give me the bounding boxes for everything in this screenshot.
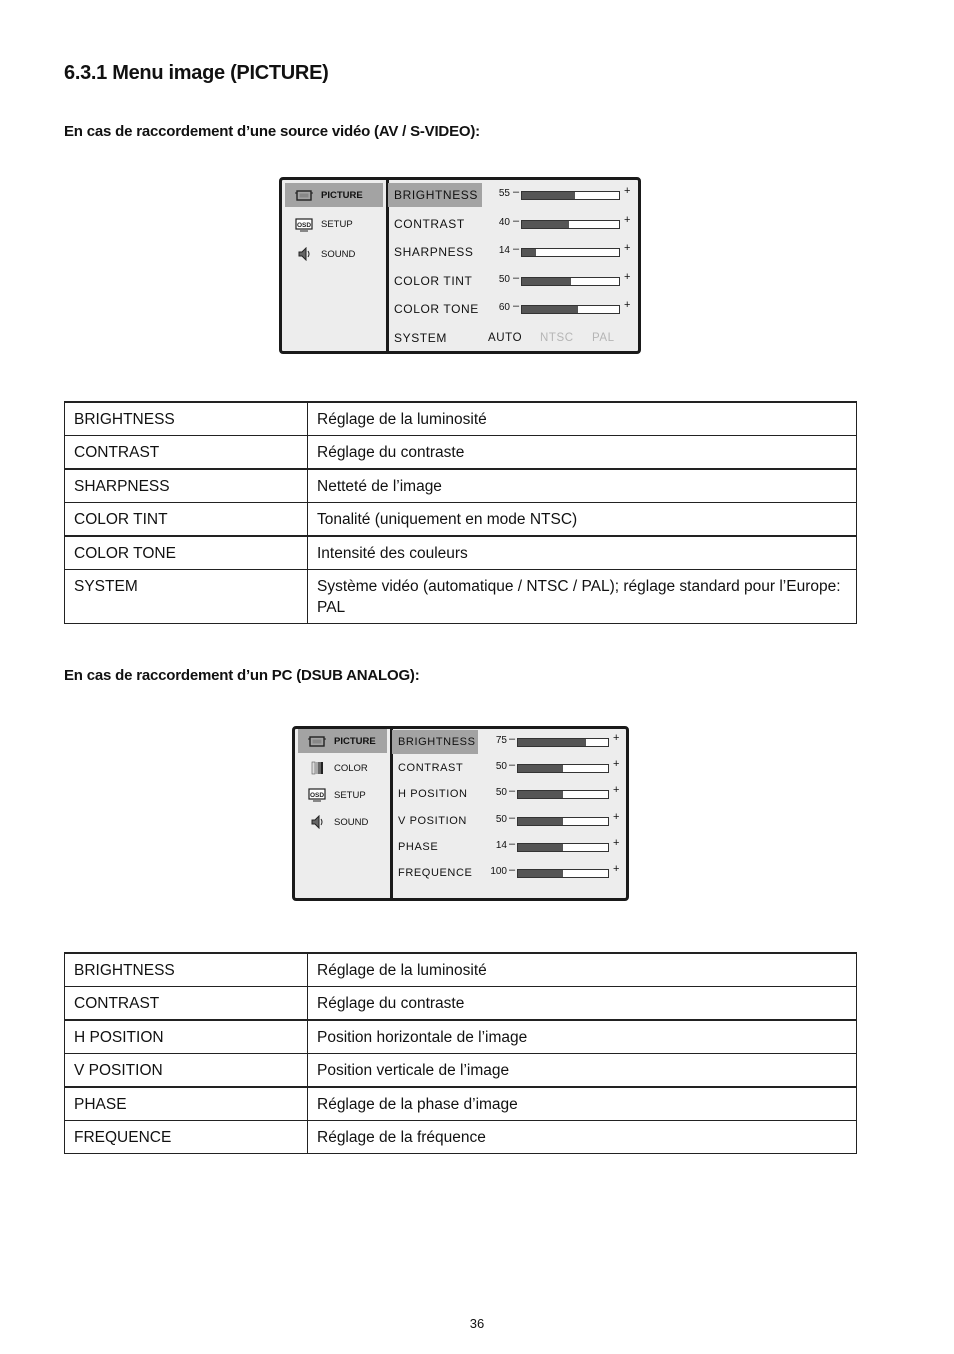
setting-name-cell: CONTRAST [65,987,308,1021]
osd-item-color-tint[interactable] [388,269,482,293]
osd-item-label: H POSITION [398,788,468,801]
osd-item-label: COLOR TINT [394,273,473,288]
osd-level-slider[interactable] [521,191,620,200]
osd-item-label: CONTRAST [398,762,464,775]
osd-tab-label: SETUP [334,789,366,801]
section-av-title: En cas de raccordement d’une source vidéo (AV / S-VIDEO): [64,123,480,140]
setting-description-cell: Réglage de la phase d’image [308,1087,857,1121]
svg-text:OSD: OSD [296,221,312,229]
setting-name-cell: H POSITION [65,1020,308,1054]
setting-description-cell: Intensité des couleurs [308,536,857,570]
plus-sign: + [613,732,620,744]
osd-item-value: 50 [495,761,507,773]
osd-tab-label: PICTURE [321,189,363,201]
osd-level-slider[interactable] [521,305,620,314]
osd-item-phase[interactable] [392,835,478,859]
osd-level-fill [518,739,586,746]
table-row [65,402,857,436]
osd-level-fill [522,278,571,285]
osd-level-fill [522,221,569,228]
osd-item-label: SYSTEM [394,330,447,345]
minus-sign: – [509,733,516,745]
osd-item-brightness[interactable] [392,730,478,754]
osd-tab-label: PICTURE [334,735,376,747]
osd-level-fill [518,844,563,851]
osd-tab-label: SETUP [321,219,353,230]
minus-sign: – [513,271,520,284]
page-number: 36 [469,1316,485,1331]
osd-level-slider[interactable] [517,817,609,826]
osd-item-value: 55 [498,188,510,199]
plus-sign: + [613,810,620,823]
setting-name-cell: BRIGHTNESS [65,953,308,987]
minus-sign: – [509,864,516,876]
osd-tab-label: SOUND [334,816,369,828]
osd-item-label: SHARPNESS [394,245,474,259]
plus-sign: + [624,185,631,197]
table-row [65,1020,857,1054]
picture-icon [308,734,326,748]
osd-level-slider[interactable] [521,248,620,257]
osd-tab-label: SOUND [321,248,356,260]
svg-text:OSD: OSD [309,792,325,799]
osd-item-contrast[interactable] [388,212,482,236]
osd-item-value: 100 [490,866,507,877]
osd-tab-sound[interactable] [298,810,387,834]
osd-level-fill [522,306,578,313]
osd-menu-av [279,177,641,354]
osd-level-fill [522,192,575,199]
plus-sign: + [624,213,631,226]
osd-item-value: 14 [498,245,510,256]
osd-tab-color[interactable] [298,756,387,780]
setting-description-cell: Système vidéo (automatique / NTSC / PAL); réglage standard pour l’Europe: PAL [308,570,857,624]
minus-sign: – [513,300,520,312]
osd-menu-pc [292,726,629,901]
osd-item-contrast[interactable] [392,756,478,780]
setting-description-cell: Réglage de la luminosité [308,953,857,987]
system-option-auto[interactable]: AUTO [488,331,523,344]
osd-item-label: COLOR TONE [394,302,479,316]
osd-level-slider[interactable] [517,764,609,773]
minus-sign: – [509,811,516,824]
plus-sign: + [624,299,631,311]
osd-item-label: BRIGHTNESS [392,730,478,754]
plus-sign: + [613,758,620,771]
osd-item-value: 75 [495,735,507,746]
osd-tab-picture[interactable] [285,183,383,207]
plus-sign: + [624,270,631,283]
speaker-icon [308,815,326,829]
table-row [65,953,857,987]
speaker-icon [295,247,313,261]
minus-sign: – [513,243,520,255]
osd-item-value: 60 [498,302,510,313]
osd-item-label: PHASE [398,840,439,853]
osd-level-slider[interactable] [517,738,609,747]
table-row [65,1054,857,1088]
osd-level-fill [518,870,563,877]
osd-tab-setup[interactable] [285,213,383,237]
osd-level-slider[interactable] [517,843,609,852]
osd-tab-label: COLOR [334,762,368,774]
osd-level-fill [518,765,563,772]
table-row [65,570,857,624]
osd-item-value: 50 [495,813,507,825]
osd-item-value: 40 [498,216,510,228]
table-row [65,987,857,1021]
table-row [65,1087,857,1121]
table-row [65,436,857,470]
page-title: 6.3.1 Menu image (PICTURE) [64,62,329,84]
osd-icon [308,788,326,802]
setting-name-cell: COLOR TINT [65,503,308,537]
picture-icon [295,188,313,202]
osd-level-fill [518,791,563,798]
minus-sign: – [513,186,520,198]
osd-level-fill [522,249,536,256]
setting-description-cell: Réglage du contraste [308,987,857,1021]
osd-level-fill [518,818,563,825]
table-row [65,536,857,570]
osd-level-slider[interactable] [521,220,620,229]
table-row [65,1121,857,1154]
plus-sign: + [613,863,620,875]
minus-sign: – [509,759,516,772]
osd-item-h-position[interactable] [392,782,478,806]
color-bars-icon [308,761,326,775]
osd-tab-setup[interactable] [298,783,387,807]
minus-sign: – [513,214,520,227]
description-table-pc [64,952,857,1154]
setting-name-cell: CONTRAST [65,436,308,470]
osd-item-label: FREQUENCE [398,867,473,879]
table-row [65,503,857,537]
osd-level-slider[interactable] [517,790,609,799]
osd-item-value: 50 [495,787,507,799]
setting-description-cell: Position horizontale de l’image [308,1020,857,1054]
minus-sign: – [509,837,516,850]
plus-sign: + [613,836,620,849]
setting-description-cell: Position verticale de l’image [308,1054,857,1088]
setting-description-cell: Réglage du contraste [308,436,857,470]
osd-item-frequence[interactable] [392,861,478,885]
osd-tab-sound[interactable] [285,242,383,266]
osd-item-value: 14 [495,839,507,851]
osd-level-slider[interactable] [521,277,620,286]
setting-name-cell: BRIGHTNESS [65,402,308,436]
osd-item-value: 50 [498,273,510,285]
system-option-ntsc[interactable]: NTSC [540,331,574,344]
setting-name-cell: PHASE [65,1087,308,1121]
setting-name-cell: SYSTEM [65,570,308,624]
setting-name-cell: FREQUENCE [65,1121,308,1154]
setting-description-cell: Tonalité (uniquement en mode NTSC) [308,503,857,537]
setting-name-cell: SHARPNESS [65,469,308,503]
setting-description-cell: Réglage de la fréquence [308,1121,857,1154]
osd-item-label: V POSITION [398,814,467,827]
osd-item-label: CONTRAST [394,216,465,231]
osd-item-brightness[interactable] [388,183,482,207]
system-option-pal[interactable]: PAL [592,331,615,344]
description-table-av [64,401,857,624]
osd-item-color-tone[interactable] [388,297,482,321]
plus-sign: + [613,784,620,797]
osd-item-v-position[interactable] [392,809,478,833]
osd-item-sharpness[interactable] [388,240,482,264]
setting-description-cell: Netteté de l’image [308,469,857,503]
setting-name-cell: COLOR TONE [65,536,308,570]
osd-tab-picture[interactable] [298,729,387,753]
plus-sign: + [624,242,631,254]
section-pc-title: En cas de raccordement d’un PC (DSUB ANALOG): [64,667,420,684]
setting-description-cell: Réglage de la luminosité [308,402,857,436]
osd-icon [295,218,313,232]
osd-item-system[interactable] [388,326,447,350]
setting-name-cell: V POSITION [65,1054,308,1088]
osd-item-label: BRIGHTNESS [388,183,482,207]
minus-sign: – [509,785,516,798]
osd-level-slider[interactable] [517,869,609,878]
table-row [65,469,857,503]
